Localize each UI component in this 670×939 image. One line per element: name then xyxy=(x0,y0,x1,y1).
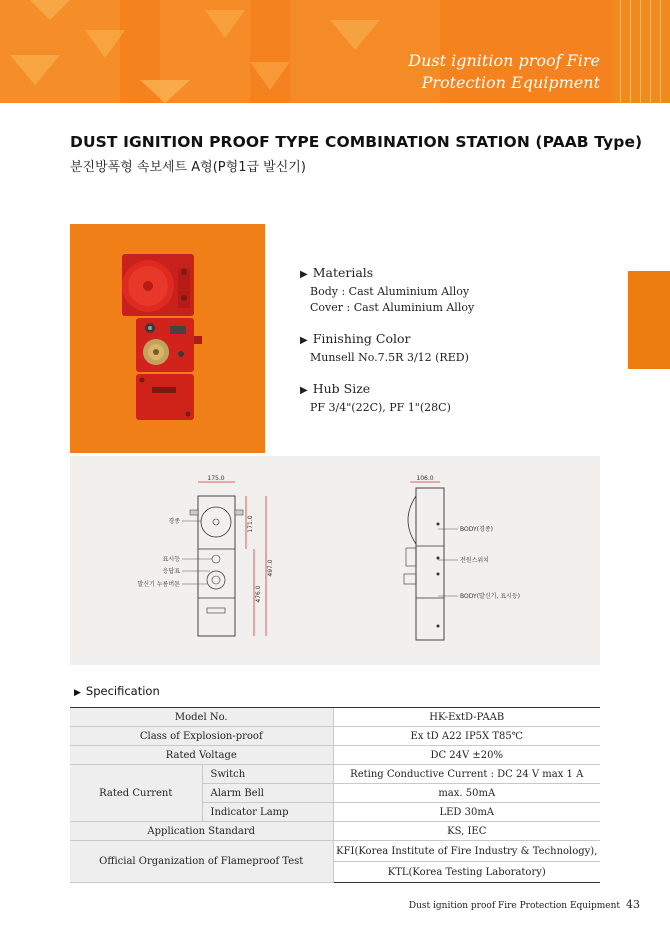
spec-value: HK-ExtD-PAAB xyxy=(333,708,600,727)
banner-decoration xyxy=(0,0,460,103)
spec-value: KTL(Korea Testing Laboratory) xyxy=(333,862,600,883)
front-label: 발신기 누름버튼 xyxy=(137,581,180,588)
page-number: 43 xyxy=(626,898,640,911)
dimension-label: 171.0 xyxy=(247,515,254,533)
feature-line: Cover : Cast Aluminium Alloy xyxy=(310,301,475,314)
front-label: 경종 xyxy=(168,518,180,525)
side-label: BODY(발신기, 표시등) xyxy=(460,593,520,600)
page-subtitle: 분진방폭형 속보세트 A형(P형1급 발신기) xyxy=(70,160,306,175)
feature-heading: Finishing Color xyxy=(312,331,411,346)
spec-label: Rated Voltage xyxy=(70,746,333,765)
triangle-bullet-icon: ▶ xyxy=(300,335,308,346)
spec-sublabel: Indicator Lamp xyxy=(202,803,333,822)
dimension-drawing xyxy=(70,456,600,665)
feature-hub-size xyxy=(300,381,474,416)
specification-heading-text: Specification xyxy=(85,684,160,698)
spec-label: Model No. xyxy=(70,708,333,727)
front-width-label: 175.0 xyxy=(207,475,225,482)
table-row xyxy=(70,727,600,746)
table-row xyxy=(70,765,600,784)
spec-value: LED 30mA xyxy=(333,803,600,822)
footer-text: Dust ignition proof Fire Protection Equipment xyxy=(408,901,620,911)
side-label: BODY(경종) xyxy=(460,526,493,533)
spec-label: Class of Explosion-proof xyxy=(70,727,333,746)
banner-title xyxy=(408,50,600,94)
combination-station-image xyxy=(70,224,265,453)
side-label: 전원스위치 xyxy=(460,557,489,564)
front-label: 표시등 xyxy=(162,556,180,563)
specification-heading xyxy=(74,684,160,698)
feature-finishing-color xyxy=(300,331,474,366)
feature-line: PF 3/4"(22C), PF 1"(28C) xyxy=(310,401,451,414)
specification-table xyxy=(70,707,600,883)
dimension-label: 476.0 xyxy=(255,585,262,603)
spec-label: Application Standard xyxy=(70,822,333,841)
spec-label: Rated Current xyxy=(70,765,202,822)
page-footer xyxy=(409,898,640,911)
spec-value: DC 24V ±20% xyxy=(333,746,600,765)
product-photo xyxy=(70,224,265,453)
table-row xyxy=(70,841,600,862)
header-banner xyxy=(0,0,670,103)
spec-sublabel: Alarm Bell xyxy=(202,784,333,803)
triangle-bullet-icon: ▶ xyxy=(74,688,81,698)
feature-line: Munsell No.7.5R 3/12 (RED) xyxy=(310,351,469,364)
spec-sublabel: Switch xyxy=(202,765,333,784)
side-tab xyxy=(628,271,670,369)
triangle-bullet-icon: ▶ xyxy=(300,385,308,396)
feature-list xyxy=(300,265,474,431)
table-row xyxy=(70,746,600,765)
dimension-label: 497.0 xyxy=(267,559,274,577)
feature-heading: Hub Size xyxy=(312,381,371,396)
feature-materials xyxy=(300,265,474,316)
triangle-bullet-icon: ▶ xyxy=(300,269,308,280)
side-width-label: 106.0 xyxy=(416,475,434,482)
feature-heading: Materials xyxy=(312,265,374,280)
table-row xyxy=(70,822,600,841)
page-title: DUST IGNITION PROOF TYPE COMBINATION STATION (PAAB Type) xyxy=(70,133,643,151)
spec-value: max. 50mA xyxy=(333,784,600,803)
feature-line: Body : Cast Aluminium Alloy xyxy=(310,285,470,298)
spec-value: Ex tD A22 IP5X T85℃ xyxy=(333,727,600,746)
spec-value: Reting Conductive Current : DC 24 V max 1 A xyxy=(333,765,600,784)
spec-label: Official Organization of Flameproof Test xyxy=(70,841,333,883)
table-row xyxy=(70,708,600,727)
spec-value: KFI(Korea Institute of Fire Industry & Technology), xyxy=(333,841,600,862)
front-label: 응답표 xyxy=(162,568,180,575)
banner-strip xyxy=(612,0,670,103)
spec-value: KS, IEC xyxy=(333,822,600,841)
banner-title-line2: Protection Equipment xyxy=(421,73,600,92)
technical-drawing xyxy=(70,456,600,665)
banner-title-line1: Dust ignition proof Fire xyxy=(408,51,600,70)
